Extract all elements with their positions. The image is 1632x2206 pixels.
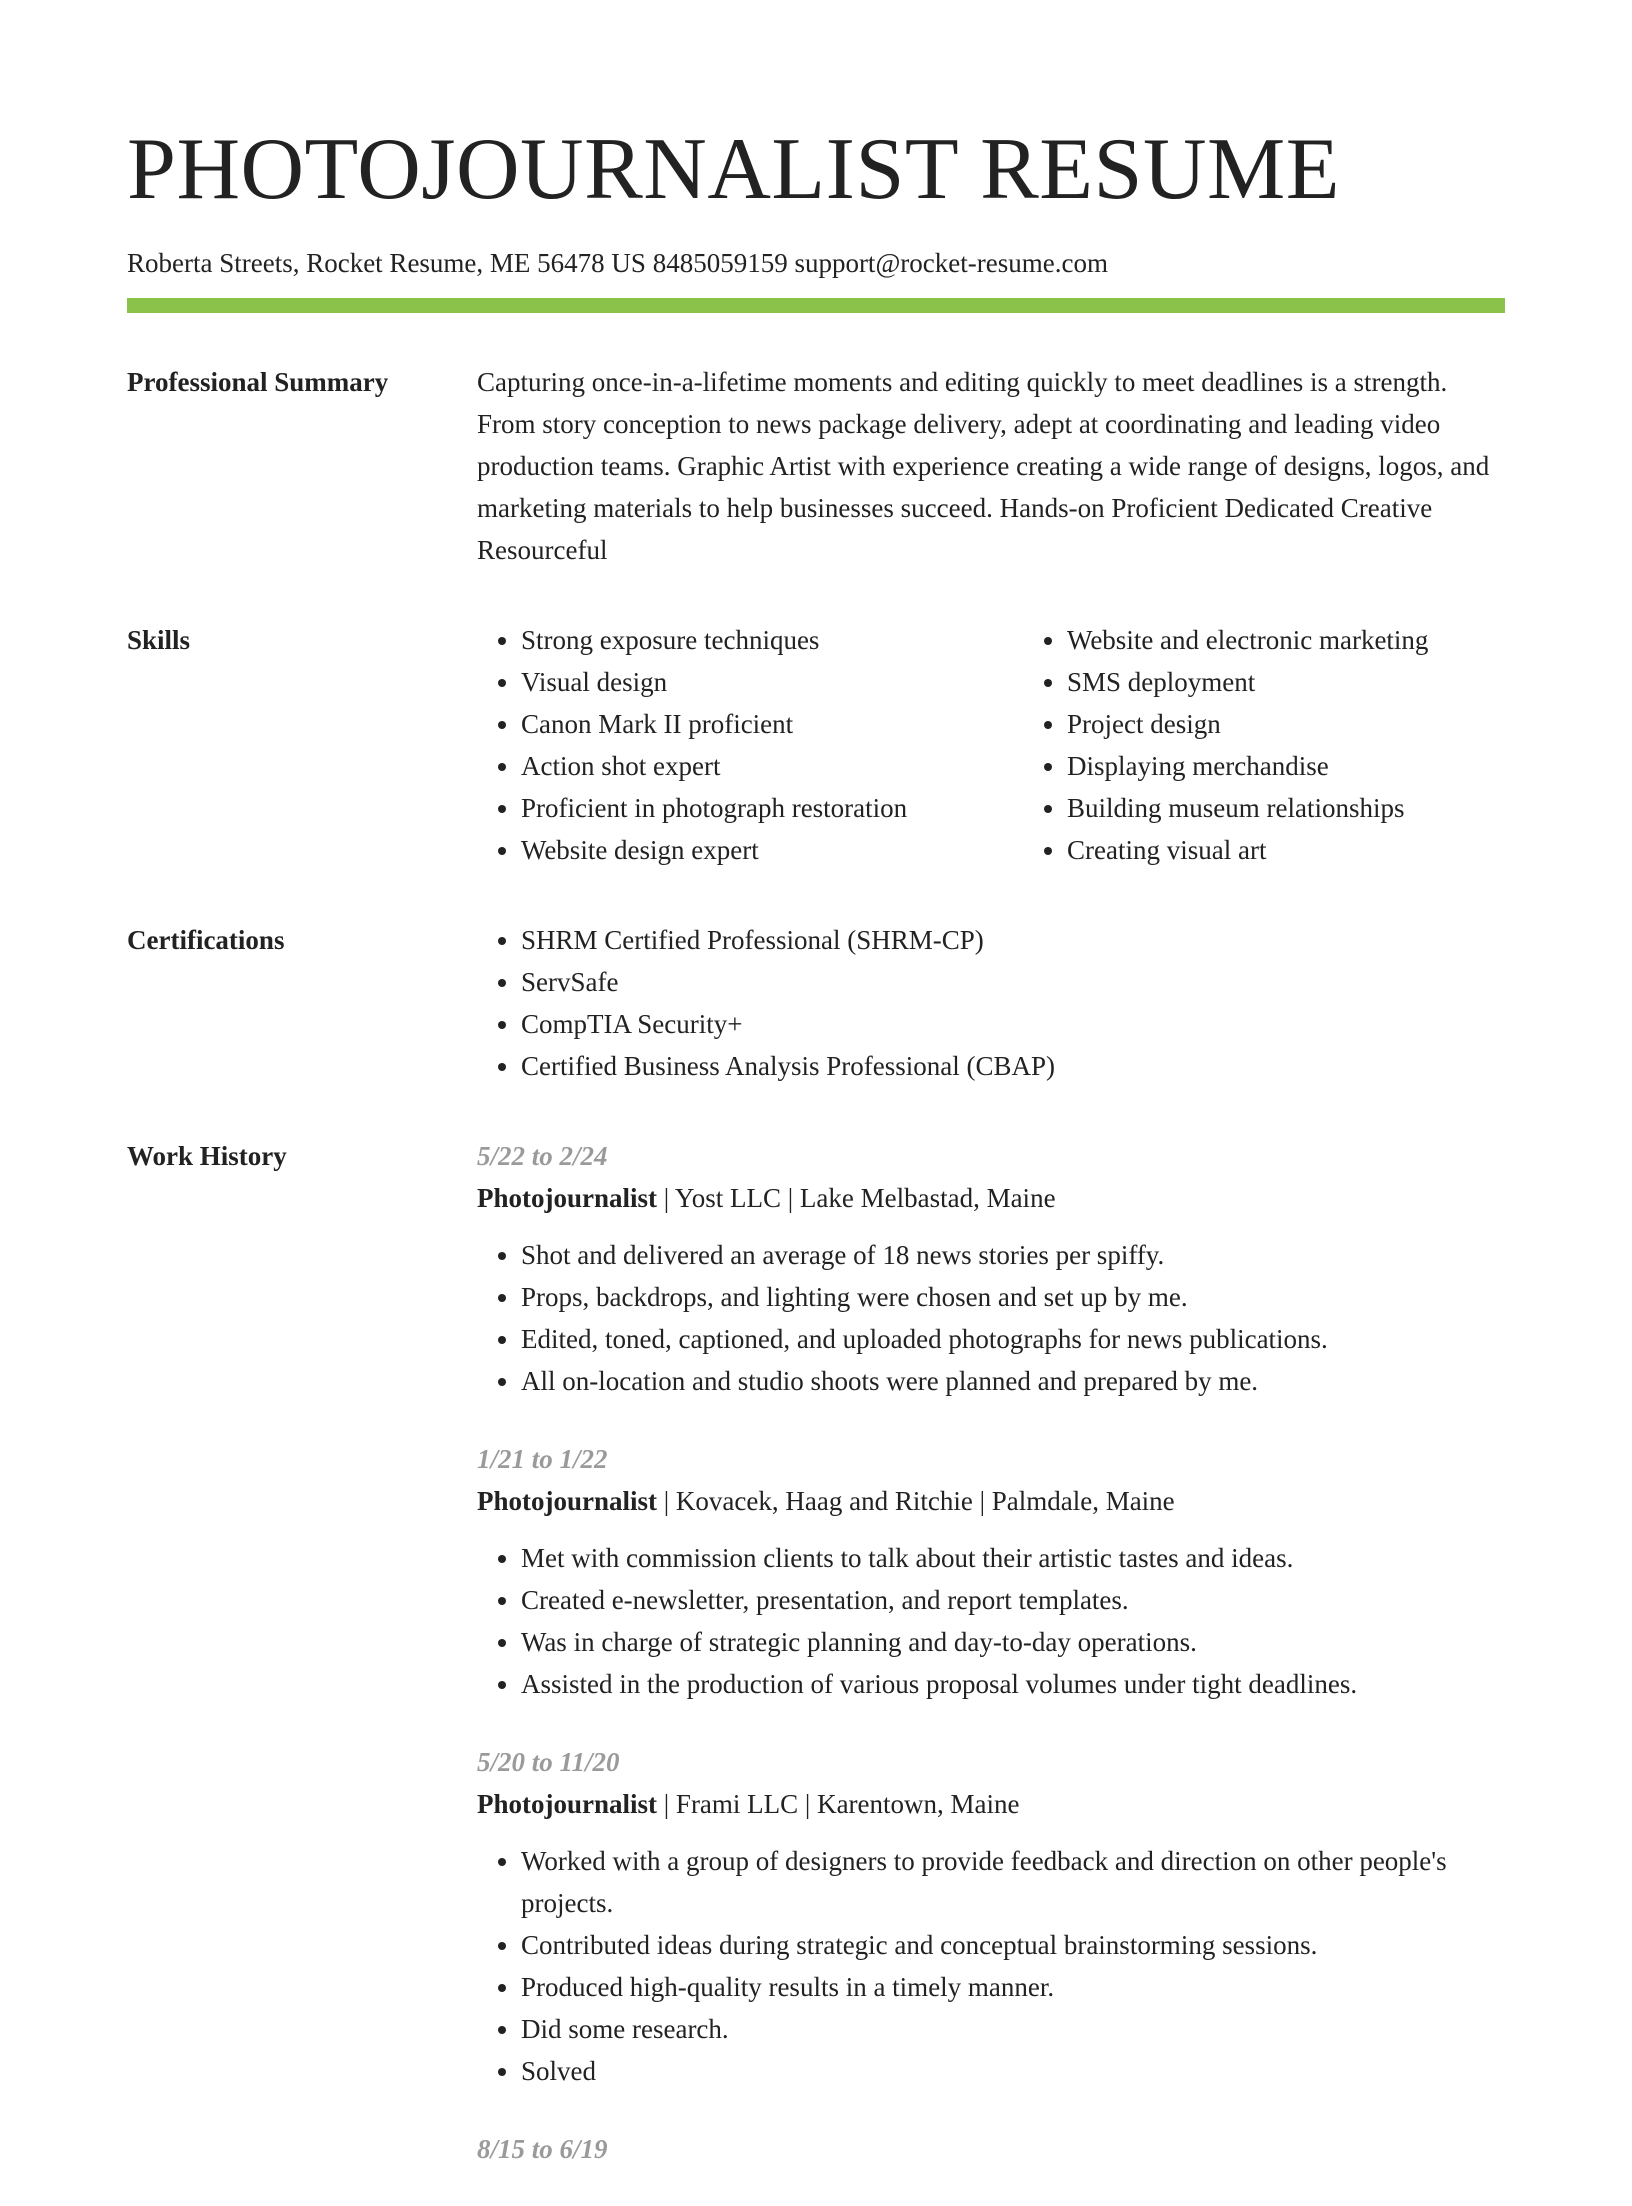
- job-title: Photojournalist: [477, 1486, 658, 1516]
- skill-item: • Building museum relationships: [1067, 787, 1428, 829]
- summary-text: Capturing once-in-a-lifetime moments and editing quickly to meet deadlines is a strength. From story conception to news package delivery, adept at coordinating and leading video production teams. Graphic Artist with experience creating a wide range of designs, logos, and marketing materials to help businesses succeed. Hands-on Proficient Dedicated Creative Resourceful: [477, 367, 1490, 565]
- section-body-skills: [477, 619, 1505, 871]
- job-duty: • Solved: [521, 2050, 1505, 2092]
- job-title: Photojournalist: [477, 1789, 658, 1819]
- job-duties: [477, 1234, 1505, 1402]
- certification-item: • ServSafe: [521, 961, 1505, 1003]
- skill-item: • Website design expert: [521, 829, 1023, 871]
- certifications-list: [477, 919, 1505, 1087]
- job-dates: 5/20 to 11/20: [477, 1747, 620, 1777]
- job-duty: • Shot and delivered an average of 18 news stories per spiffy.: [521, 1234, 1505, 1276]
- job-company: Kovacek, Haag and Ritchie: [675, 1486, 973, 1516]
- section-summary: [127, 361, 1505, 571]
- job-dates: 8/15 to 6/19: [477, 2134, 608, 2164]
- section-body-work-history: [477, 1135, 1505, 2206]
- certification-item: • CompTIA Security+: [521, 1003, 1505, 1045]
- job-title: Photojournalist: [477, 1183, 658, 1213]
- job-duty: • Produced high-quality results in a timely manner.: [521, 1966, 1505, 2008]
- skill-item: • Action shot expert: [521, 745, 1023, 787]
- section-label-summary: Professional Summary: [127, 367, 389, 397]
- skill-item: • Canon Mark II proficient: [521, 703, 1023, 745]
- section-work-history: [127, 1135, 1505, 2206]
- section-body-summary: [477, 361, 1505, 571]
- job-duty: • Contributed ideas during strategic and conceptual brainstorming sessions.: [521, 1924, 1505, 1966]
- job-heading: [477, 1177, 1505, 1219]
- skill-item: • Website and electronic marketing: [1067, 619, 1428, 661]
- job-company: Frami LLC: [675, 1789, 799, 1819]
- section-certifications: [127, 919, 1505, 1087]
- job-duty: • Did some research.: [521, 2008, 1505, 2050]
- job-entry: [477, 1135, 1505, 1402]
- job-dates: 5/22 to 2/24: [477, 1141, 608, 1171]
- job-duties: [477, 1840, 1505, 2092]
- certification-item: • SHRM Certified Professional (SHRM-CP): [521, 919, 1505, 961]
- job-duty: • Met with commission clients to talk about their artistic tastes and ideas.: [521, 1537, 1505, 1579]
- job-duty: • Assisted in the production of various proposal volumes under tight deadlines.: [521, 1663, 1505, 1705]
- job-entry: [477, 1438, 1505, 1705]
- section-label-certifications: Certifications: [127, 925, 285, 955]
- job-duties: [477, 1537, 1505, 1705]
- skill-item: • Project design: [1067, 703, 1428, 745]
- skill-item: • SMS deployment: [1067, 661, 1428, 703]
- skill-item: • Strong exposure techniques: [521, 619, 1023, 661]
- job-duty: • Worked with a group of designers to provide feedback and direction on other people's projects.: [521, 1840, 1505, 1924]
- certification-item: • Certified Business Analysis Professional (CBAP): [521, 1045, 1505, 1087]
- job-location: Karentown, Maine: [817, 1789, 1020, 1819]
- skills-list-left: [477, 619, 1023, 871]
- skill-item: • Visual design: [521, 661, 1023, 703]
- contact-email: support@rocket-resume.com: [794, 248, 1108, 278]
- job-location: Palmdale, Maine: [991, 1486, 1175, 1516]
- job-entry: [477, 1741, 1505, 2092]
- job-duty: • All on-location and studio shoots were planned and prepared by me.: [521, 1360, 1505, 1402]
- section-label-skills: Skills: [127, 625, 191, 655]
- contact-address: Roberta Streets, Rocket Resume, ME 56478 US: [127, 248, 646, 278]
- contact-phone: 8485059159: [652, 248, 788, 278]
- job-heading: [477, 1783, 1505, 1825]
- job-duty: • Props, backdrops, and lighting were chosen and set up by me.: [521, 1276, 1505, 1318]
- job-entry: [477, 2128, 1505, 2170]
- section-body-certifications: [477, 919, 1505, 1087]
- job-duty: • Created e-newsletter, presentation, and report templates.: [521, 1579, 1505, 1621]
- resume-title: PHOTOJOURNALIST RESUME: [127, 121, 1341, 218]
- section-label-work-history: Work History: [127, 1141, 287, 1171]
- skills-list-right: [1023, 619, 1428, 871]
- section-skills: [127, 619, 1505, 871]
- accent-divider: [127, 298, 1505, 313]
- job-duty: • Edited, toned, captioned, and uploaded photographs for news publications.: [521, 1318, 1505, 1360]
- skill-item: • Proficient in photograph restoration: [521, 787, 1023, 829]
- contact-line: [127, 246, 1505, 280]
- job-company: Yost LLC: [674, 1183, 781, 1213]
- job-duty: • Was in charge of strategic planning and day-to-day operations.: [521, 1621, 1505, 1663]
- skill-item: • Creating visual art: [1067, 829, 1428, 871]
- job-heading: [477, 1480, 1505, 1522]
- skill-item: • Displaying merchandise: [1067, 745, 1428, 787]
- job-dates: 1/21 to 1/22: [477, 1444, 608, 1474]
- job-location: Lake Melbastad, Maine: [799, 1183, 1056, 1213]
